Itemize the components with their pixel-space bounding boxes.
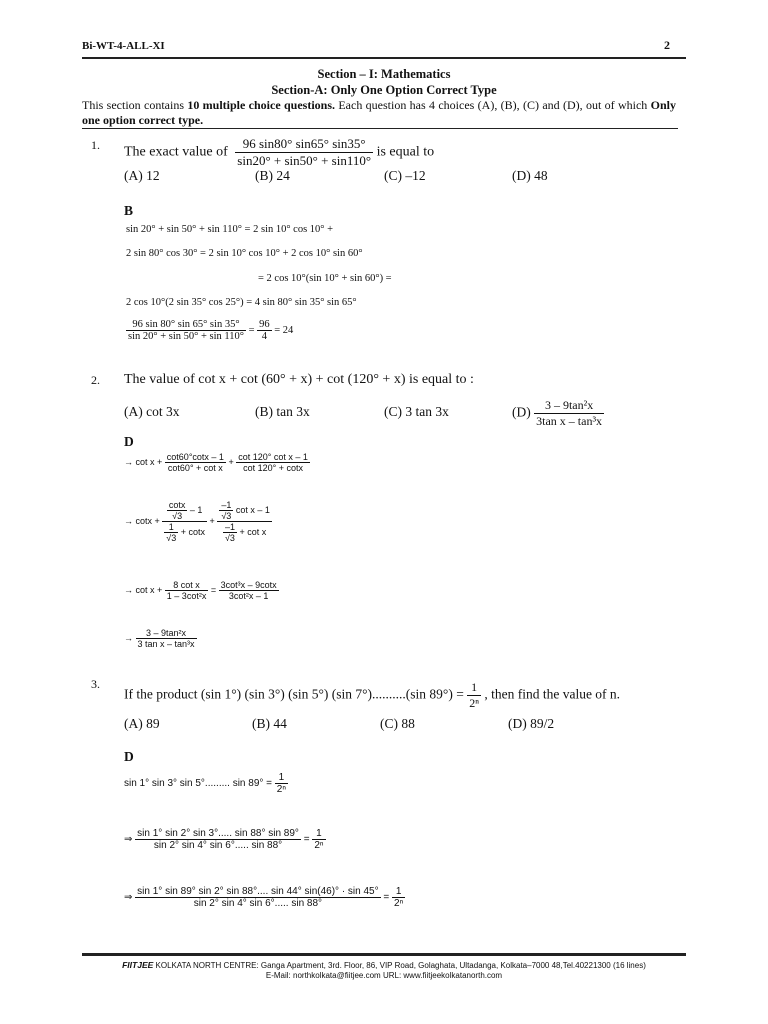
q2-s2-inner-1 (167, 500, 188, 521)
q2-s3-frac-1 (165, 580, 209, 601)
q2-s1-n2: cot 120° cot x – 1 (238, 452, 308, 462)
q1-pre: The exact value of (124, 144, 228, 160)
q2-s1-d1: cot60° + cot x (165, 462, 226, 473)
q2-opt-d-num: 3 – 9tan²x (544, 398, 594, 412)
arrow-icon: → (124, 515, 133, 526)
q3-option-d: (D) 89/2 (508, 716, 555, 731)
q3-l1-one: 1 (278, 772, 285, 783)
q2-s2-frac-1 (162, 500, 207, 543)
q2-solution-step-3 (124, 580, 279, 601)
q2-s2-n1b: √3 (167, 510, 188, 521)
q3-l3-num: sin 1° sin 89° sin 2° sin 88°.... sin 44° sin(46)° · sin 45° (137, 886, 379, 897)
q2-s2-d2b: √3 (223, 532, 237, 543)
q2-s3-frac-2 (219, 580, 279, 601)
q1-sol-fraction (126, 319, 246, 342)
intro-text-1: This section contains (82, 98, 188, 112)
q3-l2-frac (135, 828, 301, 851)
q1-denominator: sin20° + sin50° + sin110° (237, 153, 372, 168)
q1-sol-fraction-2 (257, 319, 272, 342)
intro-bold-1: 10 multiple choice questions. (187, 98, 336, 112)
page-number: 2 (664, 38, 670, 52)
q2-s1-frac-2 (236, 452, 310, 473)
question-3-text (124, 680, 620, 711)
arrow-icon: → (124, 632, 133, 643)
q2-s2-n2a: –1 (221, 500, 232, 510)
q2-s1-lead: cot x + (135, 456, 163, 467)
q3-l2-rhs (312, 828, 325, 851)
q2-s3-lead: cot x + (135, 584, 163, 595)
q2-s1-plus: + (228, 456, 234, 467)
q3-l3-den: sin 2° sin 4° sin 6°..... sin 88° (135, 897, 380, 909)
question-2-number: 2. (91, 373, 100, 387)
q3-pre: If the product (sin 1°) (sin 3°) (sin 5°) (sin 7°)..........(sin 89°) = (124, 686, 464, 702)
q1-option-b: (B) 24 (255, 168, 290, 183)
implies-icon: ⇒ (124, 834, 133, 846)
q3-l2-twon: 2ⁿ (314, 840, 324, 851)
q1-fraction (235, 136, 373, 169)
q2-s2-n1c: – 1 (189, 504, 203, 515)
q1-option-a: (A) 12 (124, 168, 160, 183)
q2-s1-n1: cot60°cotx – 1 (166, 452, 224, 462)
subsection-title: Section-A: Only One Option Correct Type (271, 83, 497, 97)
q1-sol-den-2: 4 (257, 330, 272, 342)
q3-l3-frac (135, 886, 380, 909)
q2-solution-step-1 (124, 452, 310, 473)
q3-l3-one: 1 (395, 886, 402, 897)
footer-rule (82, 953, 686, 956)
q2-answer: D (124, 434, 134, 449)
q2-s3-d2: 3cot²x – 1 (219, 590, 279, 601)
q3-option-c: (C) 88 (380, 716, 415, 731)
q2-s4-frac (136, 628, 197, 649)
q2-s2-n2b: √3 (219, 510, 233, 521)
q2-s2-d2c: + cot x (239, 526, 267, 537)
q1-sol-num-2: 96 (259, 319, 270, 330)
q2-option-d-label: (D) (512, 404, 531, 420)
q1-sol-result: = 24 (274, 324, 294, 336)
q2-s1-d2: cot 120° + cotx (236, 462, 310, 473)
q1-solution-line-3: = 2 cos 10°(sin 10° + sin 60°) = (258, 273, 392, 284)
q2-s2-d2a: –1 (224, 522, 235, 532)
q2-option-b: (B) tan 3x (255, 404, 310, 419)
q2-s2-num-1 (162, 500, 207, 521)
question-1-number: 1. (91, 138, 100, 152)
q3-l2-eq: = (303, 834, 310, 846)
q2-s2-d1b: √3 (166, 533, 177, 543)
document-code: Bi-WT-4-ALL-XI (82, 40, 165, 52)
footer-line-2: E-Mail: northkolkata@fiitjee.com URL: www.fiitjeekolkatanorth.com (265, 971, 503, 980)
q2-opt-d-den: 3tan x – tan³x (536, 414, 603, 428)
section-instructions (82, 98, 676, 128)
q2-s3-d: 1 – 3cot²x (166, 591, 207, 601)
q2-s2-inner-2 (164, 522, 178, 543)
q3-post: , then find the value of n. (484, 686, 621, 702)
q2-s2-d1a: 1 (168, 522, 174, 532)
q2-s1-frac-1 (165, 452, 226, 473)
q1-solution-final (126, 319, 293, 342)
footer-address (0, 960, 768, 981)
q1-sol-denominator: sin 20° + sin 50° + sin 110° (128, 331, 244, 342)
q3-l1-twon: 2ⁿ (276, 784, 287, 795)
footer-line-1: KOLKATA NORTH CENTRE: Ganga Apartment, 3rd. Floor, 86, VIP Road, Golaghata, Ultadanga, Kolkata–7000 48,Tel.40221300 (16 lines) (153, 961, 646, 970)
q3-l2-one: 1 (316, 828, 322, 839)
q2-s2-n1a: cotx (168, 500, 186, 510)
q3-rhs-num: 1 (471, 680, 478, 694)
q2-s2-den-2 (217, 521, 272, 543)
intro-rule (82, 128, 678, 129)
q3-rhs-fraction (467, 680, 481, 711)
arrow-icon: → (124, 456, 133, 467)
q2-solution-step-4 (124, 628, 197, 649)
q2-option-a: (A) cot 3x (124, 404, 180, 419)
q2-s2-frac-2 (217, 500, 272, 543)
q1-sol-equals: = (248, 324, 255, 336)
q3-l3-twon: 2ⁿ (394, 898, 404, 909)
q3-rhs-den: 2ⁿ (469, 696, 479, 710)
q2-s4-d: 3 tan x – tan³x (137, 639, 195, 649)
q3-l2-num: sin 1° sin 2° sin 3°..... sin 88° sin 89° (137, 828, 299, 839)
q2-s2-num-2 (217, 500, 272, 521)
q2-s2-plus: + (209, 515, 215, 526)
intro-bold-2: Only one option correct type. (82, 98, 676, 127)
q1-solution-line-4: 2 cos 10°(2 sin 35° cos 25°) = 4 sin 80° sin 35° sin 65° (126, 297, 357, 308)
q3-l2-den: sin 2° sin 4° sin 6°..... sin 88° (135, 839, 301, 851)
q2-s2-inner-3 (219, 500, 233, 521)
q1-option-c: (C) –12 (384, 168, 426, 183)
q3-solution-line-1 (124, 772, 288, 795)
arrow-icon: → (124, 584, 133, 595)
q2-s3-n: 8 cot x (173, 580, 200, 590)
q3-option-a: (A) 89 (124, 716, 160, 731)
q1-option-d: (D) 48 (512, 168, 548, 183)
header-rule (82, 57, 686, 59)
question-2-text: The value of cot x + cot (60° + x) + cot (120° + x) is equal to : (124, 372, 474, 387)
q3-l3-eq: = (383, 892, 390, 904)
question-1-text (124, 136, 434, 169)
q3-solution-line-2 (124, 828, 326, 851)
q2-s2-n2c: cot x – 1 (235, 504, 270, 515)
q2-s2-den-1 (162, 521, 207, 543)
q2-option-c: (C) 3 tan 3x (384, 404, 449, 419)
q2-s4-n: 3 – 9tan²x (146, 628, 187, 638)
q3-l1: sin 1° sin 3° sin 5°......... sin 89° = (124, 778, 273, 790)
q1-answer: B (124, 203, 134, 218)
fiitjee-logo: FIITJEE (122, 960, 154, 970)
q1-solution-line-2: 2 sin 80° cos 30° = 2 sin 10° cos 10° + 2 cos 10° sin 60° (126, 248, 363, 259)
q1-solution-line-1: sin 20° + sin 50° + sin 110° = 2 sin 10° cos 10° + (126, 224, 334, 235)
q2-s2-lead: cotx + (135, 515, 160, 526)
q2-option-d-fraction (534, 398, 604, 429)
q3-answer: D (124, 749, 134, 764)
q3-l1-frac (275, 772, 288, 795)
q3-option-b: (B) 44 (252, 716, 287, 731)
question-3-number: 3. (91, 677, 100, 691)
q2-solution-step-2 (124, 500, 272, 543)
q3-solution-line-3 (124, 886, 405, 909)
q1-numerator: 96 sin80° sin65° sin35° (242, 136, 366, 151)
q3-l3-rhs (392, 886, 405, 909)
q2-option-d (512, 398, 604, 429)
q2-s3-eq: = (210, 584, 217, 595)
q1-sol-numerator: 96 sin 80° sin 65° sin 35° (132, 319, 240, 330)
q2-s2-d1c: + cotx (180, 526, 206, 537)
section-title: Section – I: Mathematics (317, 67, 451, 81)
q1-post: is equal to (376, 144, 435, 160)
q2-s3-n2: 3cot³x – 9cotx (220, 580, 277, 590)
q2-s2-inner-4 (223, 522, 237, 543)
implies-icon: ⇒ (124, 892, 133, 904)
intro-text-2: Each question has 4 choices (A), (B), (C) and (D), out of which (335, 98, 651, 112)
